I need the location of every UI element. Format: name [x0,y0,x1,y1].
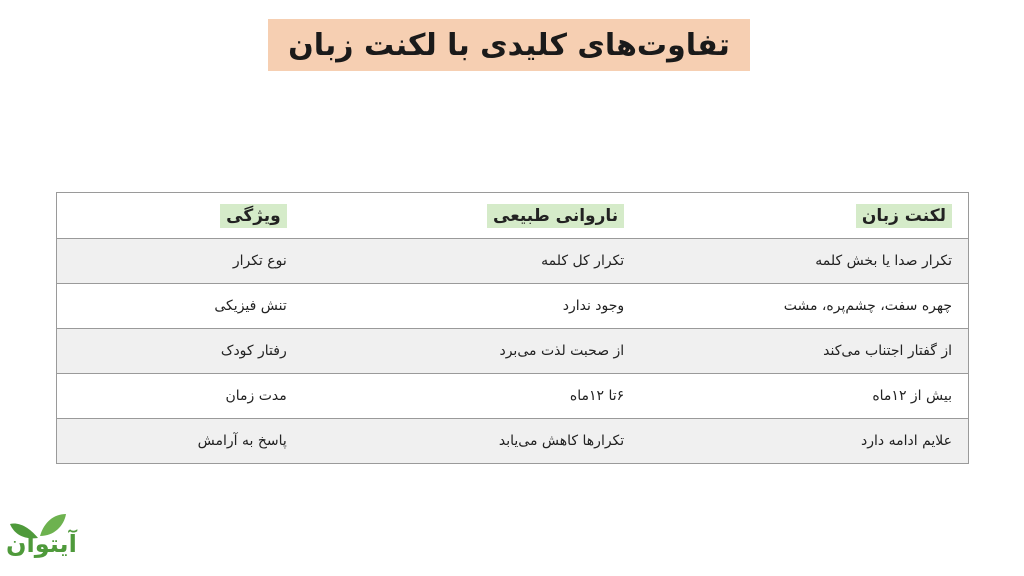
header-feature: ویژگی [57,193,303,239]
table-cell: علایم ادامه دارد [640,419,968,464]
table-row [57,239,969,284]
table-cell: از صحبت لذت می‌برد [303,329,640,374]
table-header-row [57,193,969,239]
table-cell: رفتار کودک [57,329,303,374]
table-row [57,284,969,329]
table-row [57,419,969,464]
table-cell: تکرارها کاهش می‌یابد [303,419,640,464]
table-cell: چهره سفت، چشم‌پره، مشت [640,284,968,329]
table-cell: تکرار صدا یا بخش کلمه [640,239,968,284]
table-cell: تنش فیزیکی [57,284,303,329]
table-cell: تکرار کل کلمه [303,239,640,284]
page-title: تفاوت‌های کلیدی با لکنت زبان [288,27,730,63]
table-cell: مدت زمان [57,374,303,419]
header-stuttering: لکنت زبان [640,193,968,239]
table-cell: وجود ندارد [303,284,640,329]
table-row [57,374,969,419]
title-banner [268,19,750,71]
table-cell: پاسخ به آرامش [57,419,303,464]
table-cell: ۶تا ۱۲ماه [303,374,640,419]
header-normal-disfluency: ناروانی طبیعی [303,193,640,239]
table-cell: از گفتار اجتناب می‌کند [640,329,968,374]
logo-text: آیتوان [6,530,77,558]
comparison-table [56,192,969,464]
table-cell: نوع تکرار [57,239,303,284]
table-row [57,329,969,374]
table-cell: بیش از ۱۲ماه [640,374,968,419]
